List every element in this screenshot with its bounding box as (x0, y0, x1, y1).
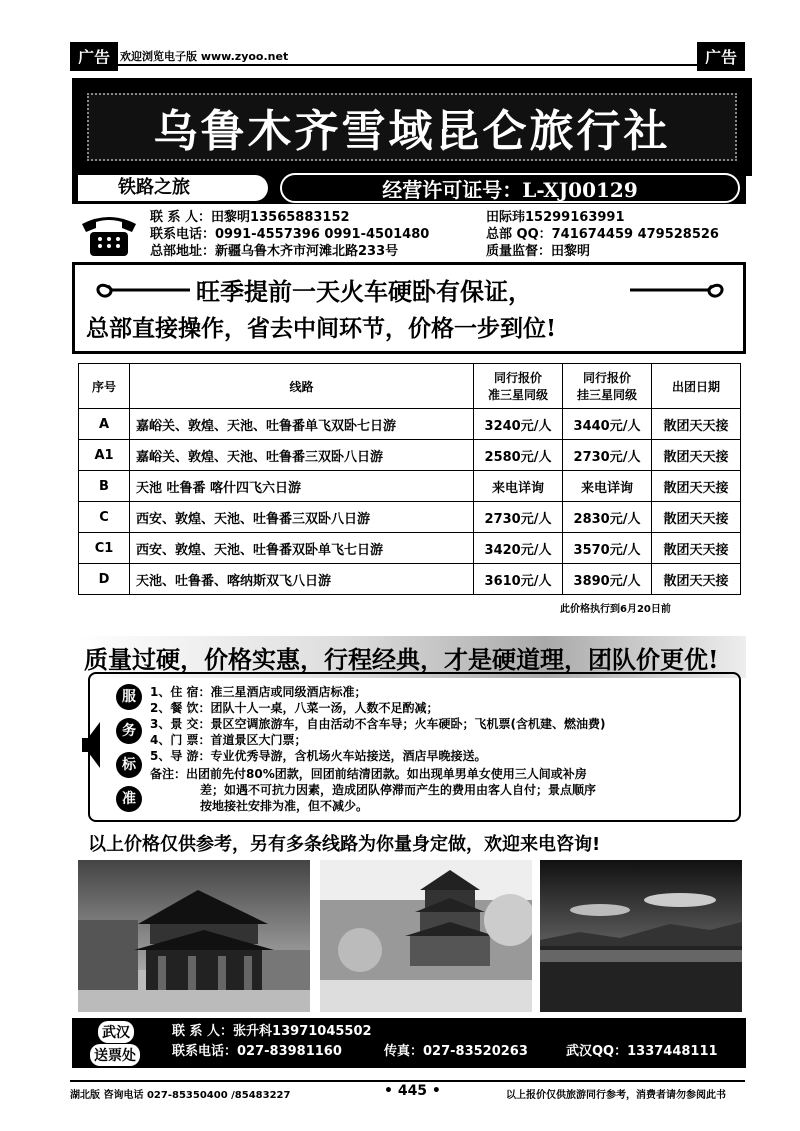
header-price-gua-l1: 同行报价 (582, 371, 631, 385)
footer-divider (70, 1080, 745, 1082)
row-date: 散团天天接 (652, 533, 741, 564)
row-price-gua: 3570元/人 (563, 533, 652, 564)
row-price-3star: 3240元/人 (474, 409, 563, 440)
row-price-gua: 3890元/人 (563, 564, 652, 595)
quality-supervisor: 质量监督：田黎明 (486, 244, 591, 259)
service-guide: 5、导 游：专业优秀导游，含机场火车站接送，酒店早晚接送。 (150, 749, 487, 763)
header-price-3star (474, 364, 563, 409)
license-number: 经营许可证号：L-XJ00129 (280, 173, 740, 203)
service-note-2: 差；如遇不可抗力因素，造成团队停滞而产生的费用由客人自付；景点顺序 (200, 783, 597, 797)
row-price-gua: 3440元/人 (563, 409, 652, 440)
table-row (79, 440, 741, 471)
footer-hotline: 湖北版 咨询电话 027-85350400 /85483227 (70, 1090, 291, 1101)
row-no: C (79, 502, 130, 533)
row-date: 散团天天接 (652, 564, 741, 595)
megaphone-icon (80, 718, 102, 772)
row-price-3star: 3420元/人 (474, 533, 563, 564)
row-date: 散团天天接 (652, 502, 741, 533)
header-route: 线路 (130, 364, 474, 409)
row-no: B (79, 471, 130, 502)
table-row (79, 471, 741, 502)
agency-title: 乌鲁木齐雪域昆仑旅行社 (153, 106, 671, 157)
wuhan-fax: 传真：027-83520263 (384, 1044, 528, 1059)
price-valid-note: 此价格执行到6月20日前 (560, 604, 671, 615)
ad-label-left: 广告 (70, 42, 118, 71)
row-date: 散团天天接 (652, 471, 741, 502)
row-route: 嘉峪关、敦煌、天池、吐鲁番三双卧八日游 (130, 440, 474, 471)
header-price-3star-l1: 同行报价 (493, 371, 542, 385)
slogan-line-2: 总部直接操作，省去中间环节，价格一步到位! (86, 315, 557, 342)
row-route: 天池、吐鲁番、喀纳斯双飞八日游 (130, 564, 474, 595)
header-divider (70, 64, 730, 66)
service-accommodation: 1、住 宿：准三星酒店或同级酒店标准； (150, 685, 367, 699)
service-dining: 2、餐 饮：团队十人一桌，八菜一汤，人数不足酌减； (150, 701, 439, 715)
service-badge-3: 标 (116, 752, 142, 778)
table-row (79, 533, 741, 564)
header-no: 序号 (79, 364, 130, 409)
photo-jiayuguan-tower (78, 860, 310, 1012)
table-row (79, 409, 741, 440)
row-date: 散团天天接 (652, 409, 741, 440)
row-price-3star: 2580元/人 (474, 440, 563, 471)
contact-phone: 联系电话：0991-4557396 0991-4501480 (150, 227, 430, 242)
row-price-gua: 2830元/人 (563, 502, 652, 533)
service-badge-2: 务 (116, 718, 142, 744)
row-no: A1 (79, 440, 130, 471)
service-note-3: 按地接社安排为准，但不减少。 (200, 799, 369, 813)
row-route: 嘉峪关、敦煌、天池、吐鲁番单飞双卧七日游 (130, 409, 474, 440)
photo-mogao-grottoes (320, 860, 532, 1012)
wuhan-qq: 武汉QQ：1337448111 (566, 1044, 718, 1059)
service-badge-4: 准 (116, 786, 142, 812)
wuhan-phone: 联系电话：027-83981160 (172, 1044, 342, 1059)
hq-qq: 总部 QQ：741674459 479528526 (486, 227, 719, 242)
wuhan-contact-person: 联 系 人：张升科13971045502 (172, 1024, 372, 1039)
row-price-gua: 来电详询 (563, 471, 652, 502)
header-date: 出团日期 (652, 364, 741, 409)
ad-label-right: 广告 (697, 42, 745, 71)
contact-person: 联 系 人：田黎明13565883152 (150, 210, 350, 225)
header-price-3star-l2: 准三星同级 (487, 388, 548, 402)
price-table (78, 363, 741, 595)
slogan-line-1: 旺季提前一天火车硬卧有保证， (196, 277, 532, 306)
row-route: 天池 吐鲁番 喀什四飞六日游 (130, 471, 474, 502)
photo-lake-landscape (540, 860, 742, 1012)
header-price-gua (563, 364, 652, 409)
service-badge-1: 服 (116, 684, 142, 710)
contact-person-2: 田际玮15299163991 (486, 210, 625, 225)
row-route: 西安、敦煌、天池、吐鲁番三双卧八日游 (130, 502, 474, 533)
row-date: 散团天天接 (652, 440, 741, 471)
row-no: D (79, 564, 130, 595)
table-row (79, 502, 741, 533)
title-frame (72, 78, 752, 176)
telephone-icon (78, 210, 140, 258)
swirl-ornament-left-icon (92, 276, 192, 302)
table-header-row (79, 364, 741, 409)
row-price-gua: 2730元/人 (563, 440, 652, 471)
service-transport: 3、景 交：景区空调旅游车，自由活动不含车导；火车硬卧；飞机票(含机建、燃油费) (150, 717, 606, 731)
row-price-3star: 2730元/人 (474, 502, 563, 533)
row-price-3star: 3610元/人 (474, 564, 563, 595)
service-tickets: 4、门 票：首道景区大门票； (150, 733, 307, 747)
row-no: C1 (79, 533, 130, 564)
header-price-gua-l2: 挂三星同级 (576, 388, 637, 402)
reference-slogan: 以上价格仅供参考，另有多条线路为你量身定做，欢迎来电咨询! (88, 834, 601, 855)
footer-disclaimer: 以上报价仅供旅游同行参考，消费者请勿参阅此书 (506, 1090, 726, 1101)
swirl-ornament-right-icon (628, 276, 728, 302)
wuhan-badge: 武汉 (98, 1021, 134, 1043)
row-no: A (79, 409, 130, 440)
site-url[interactable]: 欢迎浏览电子版 www.zyoo.net (120, 50, 289, 63)
hq-address: 总部地址：新疆乌鲁木齐市河滩北路233号 (150, 244, 399, 259)
row-price-3star: 来电详询 (474, 471, 563, 502)
ticket-office-badge: 送票处 (90, 1044, 140, 1066)
page-number: • 445 • (384, 1083, 441, 1099)
row-route: 西安、敦煌、天池、吐鲁番双卧单飞七日游 (130, 533, 474, 564)
table-row (79, 564, 741, 595)
service-note-1: 备注：出团前先付80%团款，回团前结清团款。如出现单男单女使用三人间或补房 (150, 767, 587, 781)
route-label: 铁路之旅 (78, 175, 268, 201)
quality-slogan: 质量过硬，价格实惠，行程经典，才是硬道理，团队价更优! (84, 645, 719, 674)
